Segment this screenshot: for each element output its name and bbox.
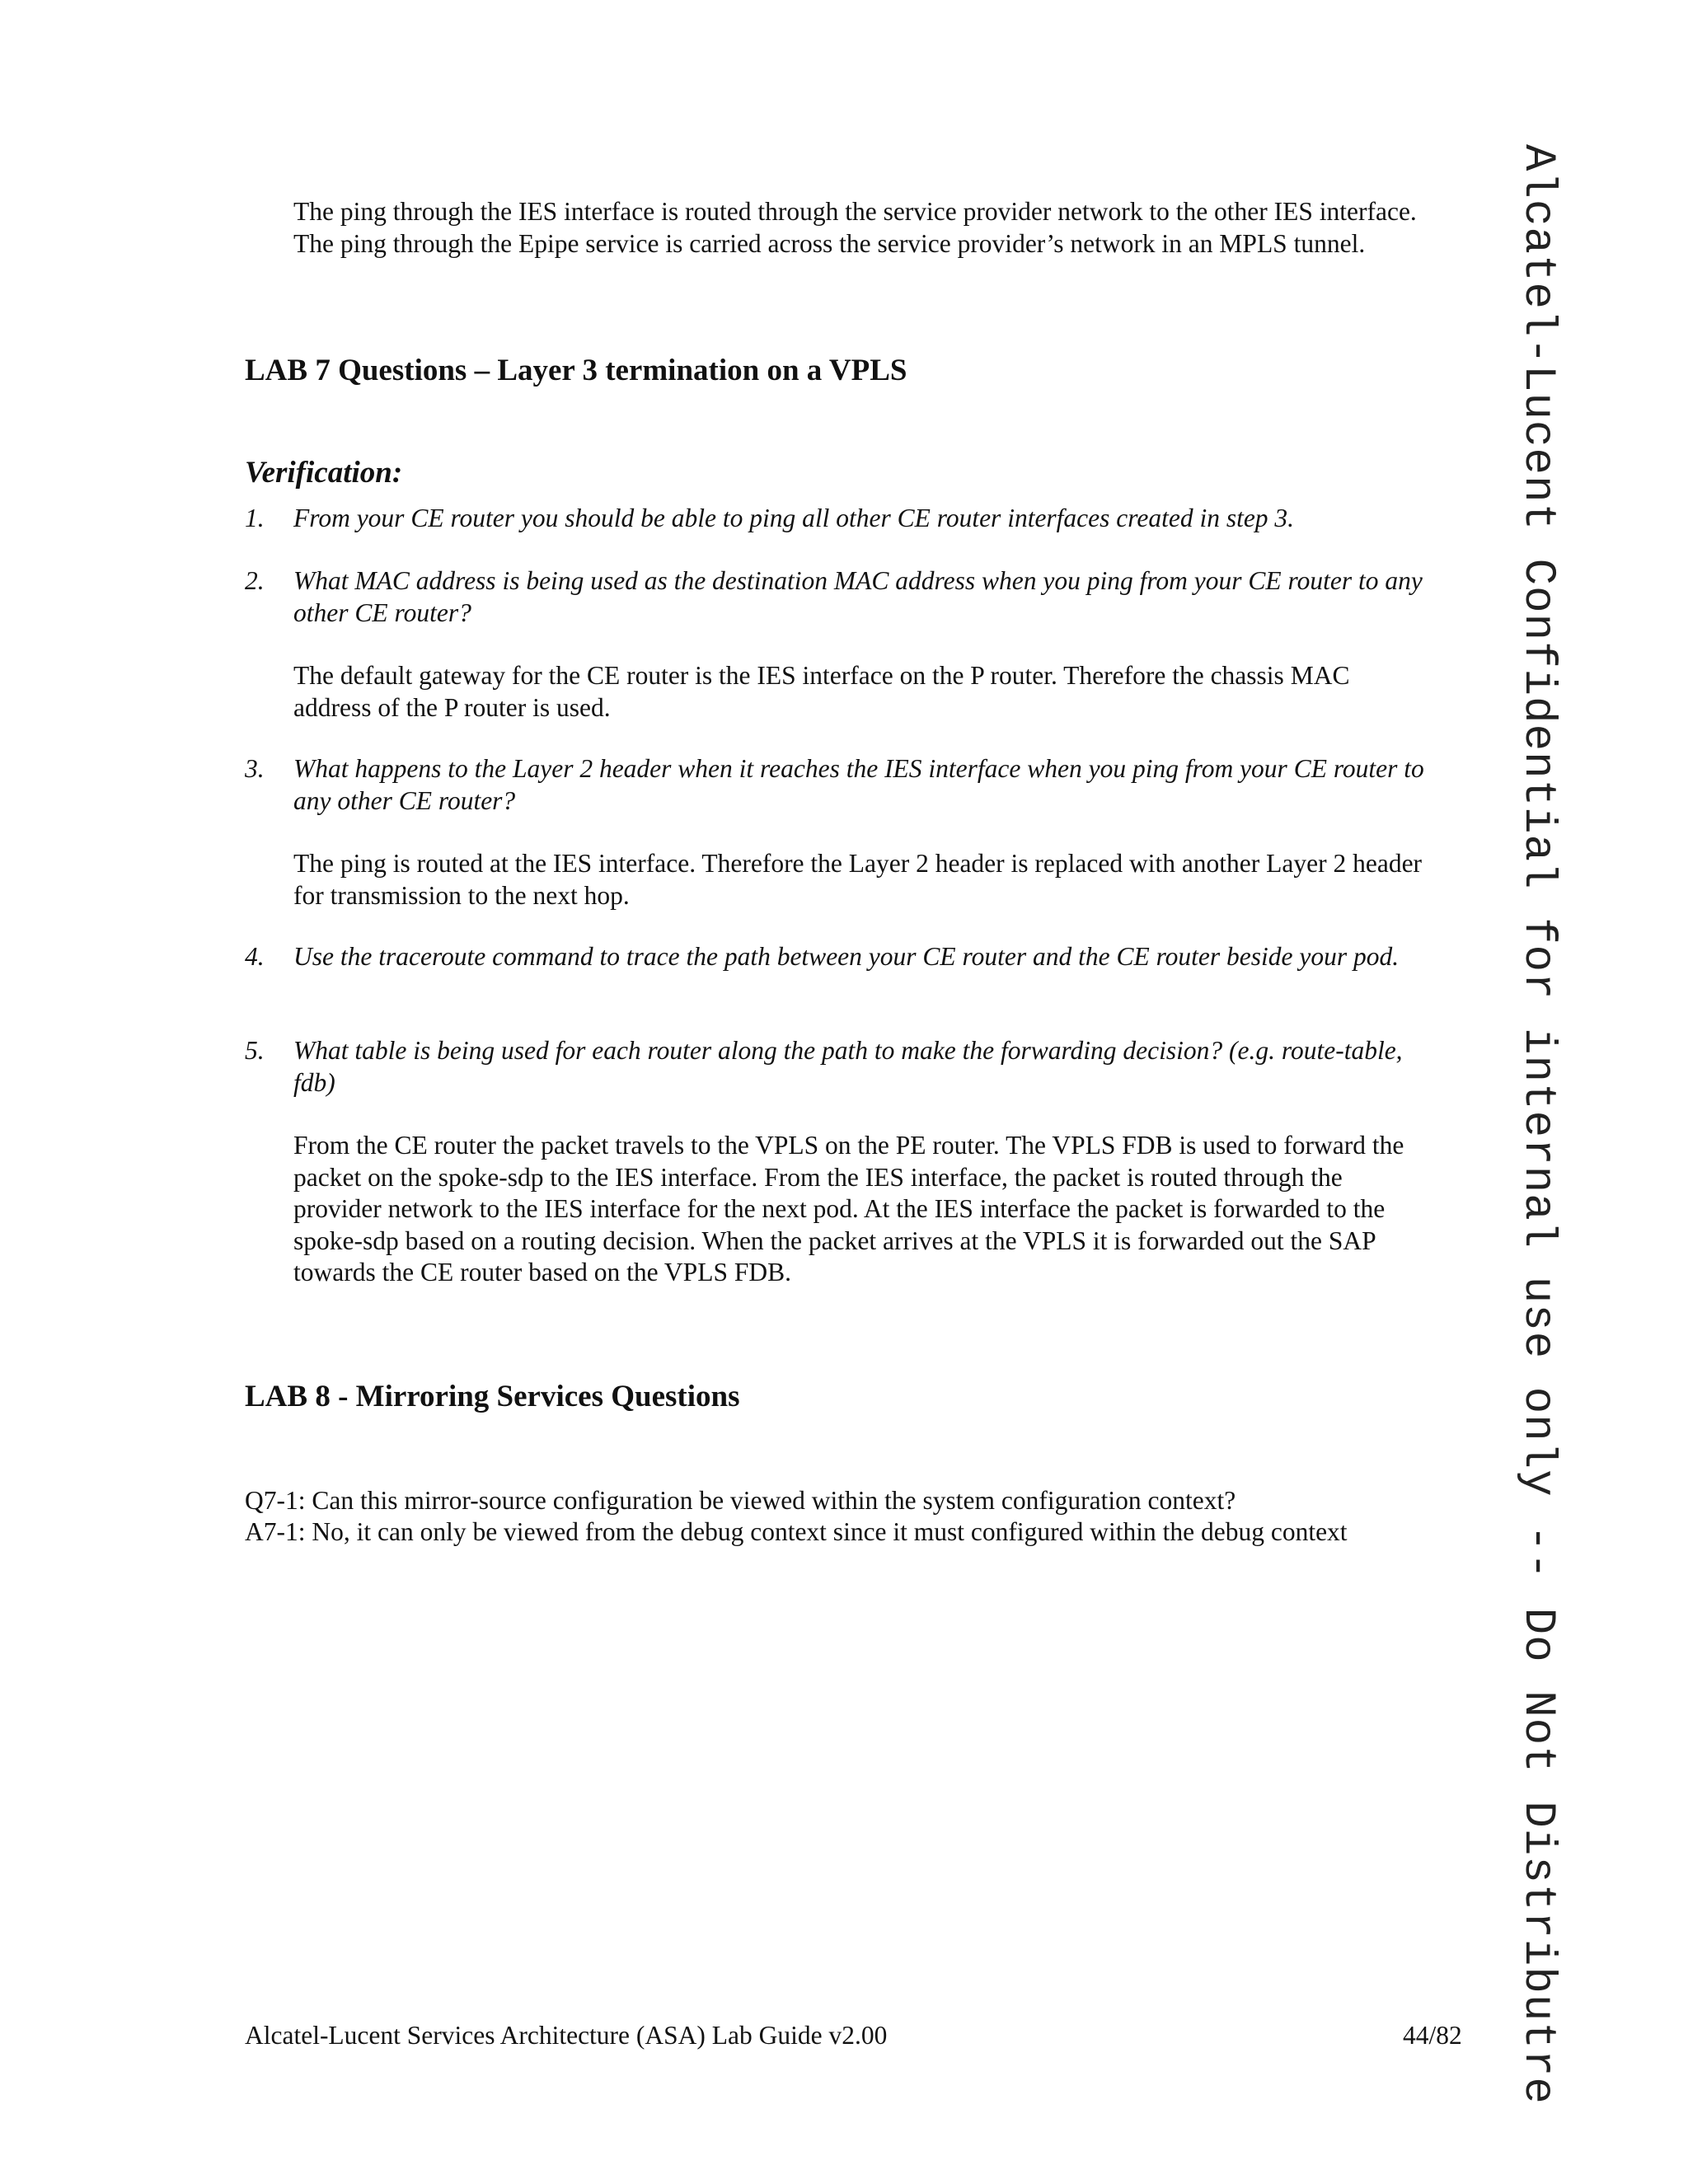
lab7-heading: LAB 7 Questions – Layer 3 termination on a VPLS <box>245 354 907 387</box>
lab8-question: Q7-1: Can this mirror-source configuration be viewed within the system configuration context? <box>245 1486 1236 1515</box>
item-number: 2. <box>245 566 265 595</box>
intro-paragraph: The ping through the IES interface is routed through the service provider network to the other IES interface. The ping through the Epipe service is carried across the service provider’s network in an MPLS tunnel. <box>293 197 1417 258</box>
answer-5: From the CE router the packet travels to the VPLS on the PE router. The VPLS FDB is used to forward the packet on the spoke-sdp to the IES interface. From the IES interface, the packet is routed through the provider network to the IES interface for the next pod. At the IES interface the packet is forwarded to the spoke-sdp based on a routing decision. When the packet arrives at the VPLS it is forwarded out the SAP towards the CE router based on the VPLS FDB. <box>293 1131 1404 1286</box>
question-3: What happens to the Layer 2 header when it reaches the IES interface when you ping from your CE router to any other CE router? <box>293 754 1424 815</box>
item-number: 4. <box>245 942 265 971</box>
answer-2: The default gateway for the CE router is the IES interface on the P router. Therefore the chassis MAC address of the P router is used. <box>293 661 1350 722</box>
item-number: 5. <box>245 1036 265 1065</box>
page-number: 44/82 <box>1403 2021 1462 2050</box>
lab8-answer: A7-1: No, it can only be viewed from the debug context since it must configured within the debug context <box>245 1517 1348 1546</box>
footer-title: Alcatel-Lucent Services Architecture (ASA) Lab Guide v2.00 <box>245 2021 888 2050</box>
item-number: 3. <box>245 754 265 783</box>
question-4: Use the traceroute command to trace the path between your CE router and the CE router beside your pod. <box>293 942 1400 971</box>
item-number: 1. <box>245 504 265 532</box>
question-5: What table is being used for each router along the path to make the forwarding decision? (e.g. route-table, fdb) <box>293 1036 1403 1097</box>
lab8-heading: LAB 8 - Mirroring Services Questions <box>245 1380 740 1413</box>
question-2: What MAC address is being used as the destination MAC address when you ping from your CE router to any other CE router? <box>293 566 1423 627</box>
verification-subheading: Verification: <box>245 456 403 490</box>
question-1: From your CE router you should be able to ping all other CE router interfaces created in step 3. <box>293 504 1295 532</box>
answer-3: The ping is routed at the IES interface. Therefore the Layer 2 header is replaced with another Layer 2 header for transmission to the next hop. <box>293 849 1423 910</box>
confidential-watermark: Alcatel-Lucent Confidential for internal use only -- Do Not Distributre <box>1512 144 1563 2105</box>
